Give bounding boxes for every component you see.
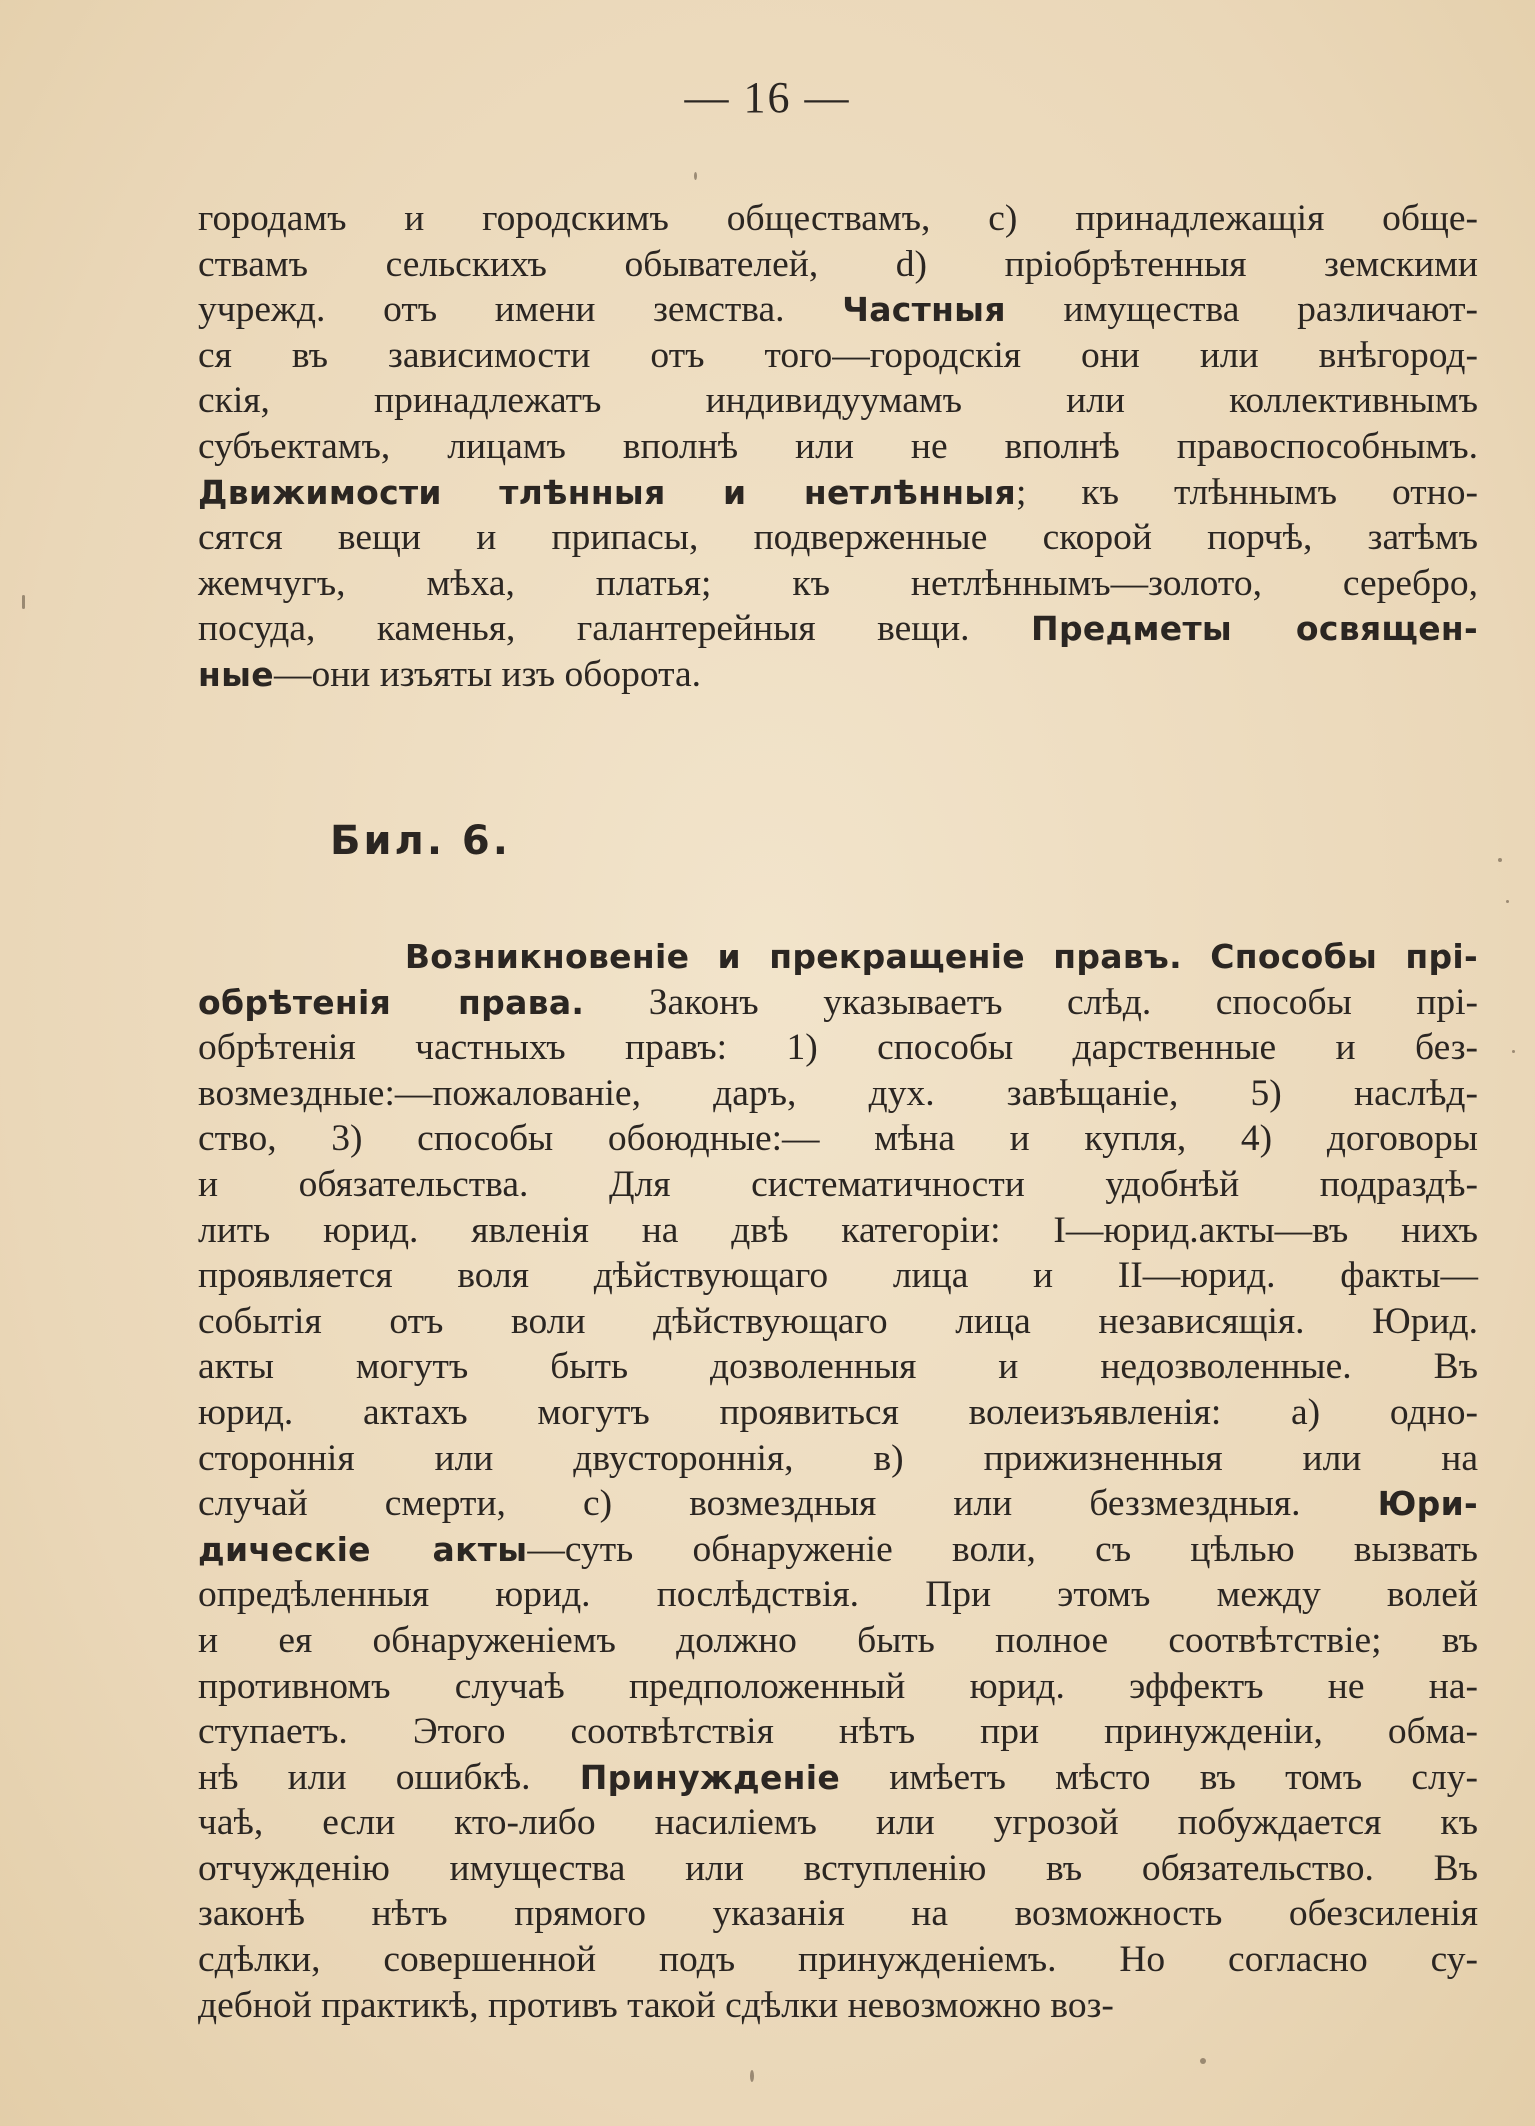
text-line (198, 1846, 1478, 1892)
bold-term: Движимости тлѣнныя и нетлѣнныя (198, 472, 1016, 512)
text-line (198, 196, 1478, 242)
text-run: ся въ зависимости отъ того—городскія они или внѣгород- (198, 334, 1478, 376)
paper-speck (1512, 1050, 1515, 1053)
text-run: противномъ случаѣ предположенный юрид. эффектъ не на- (198, 1665, 1478, 1707)
text-run: нѣ или ошибкѣ. (198, 1756, 580, 1798)
text-run: жемчугъ, мѣха, платья; къ нетлѣннымъ—золото, серебро, (198, 562, 1478, 604)
text-line (198, 1299, 1478, 1345)
text-line (198, 652, 1478, 698)
text-run: ; къ тлѣннымъ отно- (1015, 471, 1478, 513)
text-line (198, 1162, 1478, 1208)
text-run: случай смерти, с) возмездныя или беззмездныя. (198, 1483, 1378, 1525)
text-line (198, 1983, 1478, 2029)
paragraph-property-types (198, 196, 1478, 698)
text-run: городамъ и городскимъ обществамъ, c) принадлежащія обще- (198, 198, 1478, 239)
text-run: и ея обнаруженіемъ должно быть полное соотвѣтствіе; въ (198, 1619, 1478, 1661)
paragraph-rights-acquisition (198, 934, 1478, 2028)
text-run: обрѣтенія частныхъ правъ: 1) способы дарственные и без- (198, 1027, 1478, 1069)
paper-speck (750, 2070, 754, 2082)
text-run: стороннія или двустороннія, в) прижизненныя или на (198, 1437, 1478, 1479)
text-line (198, 424, 1478, 470)
bold-term: обрѣтенія права. (198, 982, 585, 1022)
text-run: сятся вещи и припасы, подверженные скорой порчѣ, затѣмъ (198, 517, 1478, 559)
bold-term: Принужденіе (579, 1757, 841, 1797)
text-line (198, 1071, 1478, 1117)
text-run: посуда, каменья, галантерейныя вещи. (198, 608, 1032, 650)
paper-speck (1498, 858, 1502, 862)
text-line (198, 1025, 1478, 1071)
text-line (198, 934, 1478, 980)
text-run: имѣетъ мѣсто въ томъ слу- (840, 1756, 1478, 1798)
text-run: чаѣ, если кто-либо насиліемъ или угрозой побуждается къ (198, 1802, 1478, 1844)
text-line (198, 1937, 1478, 1983)
text-run: субъектамъ, лицамъ вполнѣ или не вполнѣ правоспособнымъ. (198, 425, 1478, 467)
bold-term: Частныя (842, 290, 1006, 330)
bold-term: ные (198, 654, 274, 694)
bold-term: Юри- (1377, 1484, 1478, 1524)
text-line (198, 1572, 1478, 1618)
text-run: опредѣленныя юрид. послѣдствія. При этомъ между волей (198, 1574, 1478, 1616)
text-run: событія отъ воли дѣйствующаго лица независящія. Юрид. (198, 1300, 1478, 1342)
text-run: имущества различают- (1005, 289, 1478, 331)
text-line (198, 1800, 1478, 1846)
paper-speck (1506, 900, 1509, 903)
text-line (198, 1527, 1478, 1573)
text-line (198, 470, 1478, 516)
bold-term: Возникновеніе и прекращеніе правъ. Способы прі- (404, 937, 1478, 976)
text-run: сдѣлки, совершенной подъ принужденіемъ. Но согласно су- (198, 1939, 1478, 1981)
text-line (198, 1891, 1478, 1937)
text-run: и обязательства. Для систематичности удобнѣй подраздѣ- (198, 1163, 1478, 1205)
text-line (198, 1253, 1478, 1299)
text-run: учрежд. отъ имени земства. (198, 289, 843, 331)
text-line (198, 1618, 1478, 1664)
text-line (198, 1755, 1478, 1801)
text-run: —они изъяты изъ оборота. (273, 653, 701, 695)
bold-term: Предметы освящен- (1031, 609, 1478, 649)
text-line (198, 1390, 1478, 1436)
text-run: акты могутъ быть дозволенныя и недозволенные. Въ (198, 1346, 1478, 1388)
text-run: юрид. актахъ могутъ проявиться волеизъявленія: а) одно- (198, 1391, 1478, 1433)
text-run: ствамъ сельскихъ обывателей, d) пріобрѣтенныя земскими (198, 243, 1478, 285)
page-number: — 16 — (684, 73, 851, 122)
text-run: ступаетъ. Этого соотвѣтствія нѣтъ при принужденіи, обма- (198, 1711, 1478, 1753)
text-line (198, 1208, 1478, 1254)
bold-term: дическіе акты (198, 1529, 528, 1569)
text-line (198, 378, 1478, 424)
paper-speck (22, 595, 25, 609)
text-run: дебной практикѣ, противъ такой сдѣлки невозможно воз- (198, 1984, 1114, 2026)
text-line (198, 1344, 1478, 1390)
text-run: —суть обнаруженіе воли, съ цѣлью вызвать (527, 1528, 1478, 1570)
text-line (198, 287, 1478, 333)
text-line (198, 1664, 1478, 1710)
paper-speck (694, 172, 697, 180)
text-run: отчужденію имущества или вступленію въ обязательство. Въ (198, 1847, 1478, 1889)
text-line (198, 333, 1478, 379)
paper-speck (1200, 2058, 1206, 2064)
text-run: лить юрид. явленія на двѣ категоріи: I—юрид.акты—въ нихъ (198, 1209, 1478, 1251)
text-run (198, 936, 405, 977)
text-line (198, 980, 1478, 1026)
text-run: скія, принадлежатъ индивидуумамъ или коллективнымъ (198, 380, 1478, 422)
text-line (198, 1116, 1478, 1162)
text-line (198, 242, 1478, 288)
text-line (198, 1481, 1478, 1527)
text-run: Законъ указываетъ слѣд. способы прі- (584, 981, 1478, 1023)
text-line (198, 561, 1478, 607)
text-run: законѣ нѣтъ прямого указанія на возможность обезсиленія (198, 1893, 1478, 1935)
text-run: возмездные:—пожалованіе, даръ, дух. завѣщаніе, 5) наслѣд- (198, 1072, 1478, 1114)
text-line (198, 606, 1478, 652)
text-run: ство, 3) способы обоюдные:— мѣна и купля, 4) договоры (198, 1118, 1478, 1160)
section-heading: Бил. 6. (330, 818, 511, 864)
text-line (198, 1436, 1478, 1482)
text-run: проявляется воля дѣйствующаго лица и II—юрид. факты— (198, 1255, 1478, 1297)
text-line (198, 1709, 1478, 1755)
text-line (198, 515, 1478, 561)
